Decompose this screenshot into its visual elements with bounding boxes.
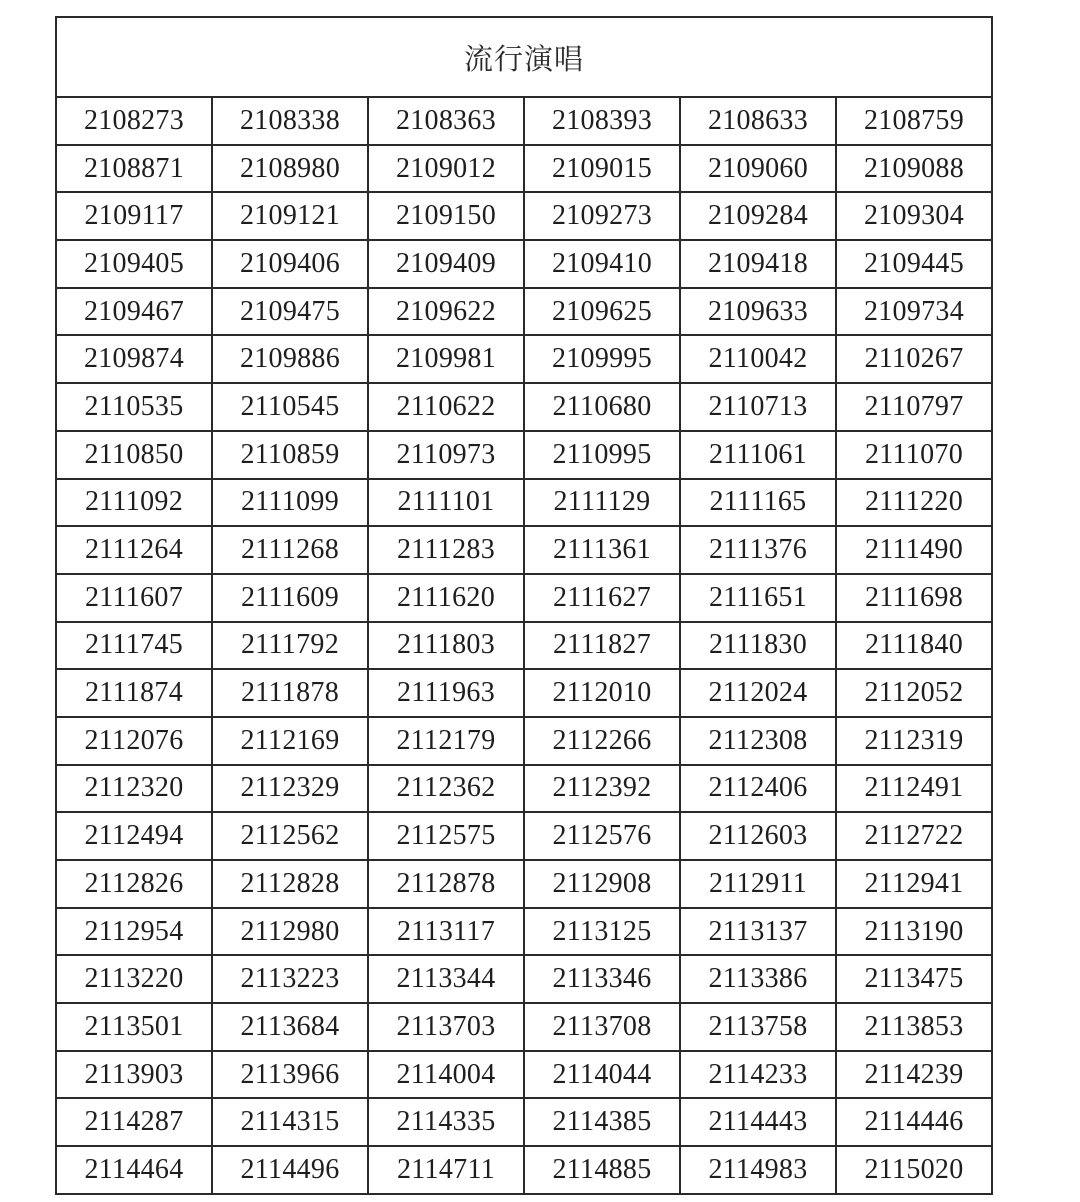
table-cell: 2112954: [56, 908, 212, 956]
table-cell: 2109405: [56, 240, 212, 288]
table-cell: 2111092: [56, 479, 212, 527]
table-row: [56, 192, 992, 240]
table-row: [56, 622, 992, 670]
table-cell: 2112603: [680, 812, 836, 860]
table-cell: 2111220: [836, 479, 992, 527]
table-cell: 2112908: [524, 860, 680, 908]
table-cell: 2108871: [56, 145, 212, 193]
table-cell: 2112266: [524, 717, 680, 765]
table-cell: 2111129: [524, 479, 680, 527]
table-cell: 2108393: [524, 97, 680, 145]
table-cell: 2111101: [368, 479, 524, 527]
table-cell: 2109121: [212, 192, 368, 240]
document-page: [55, 16, 993, 1195]
table-cell: 2111099: [212, 479, 368, 527]
table-cell: 2108273: [56, 97, 212, 145]
table-cell: 2109273: [524, 192, 680, 240]
table-cell: 2109060: [680, 145, 836, 193]
table-cell: 2112308: [680, 717, 836, 765]
table-cell: 2108633: [680, 97, 836, 145]
table-cell: 2112392: [524, 765, 680, 813]
table-cell: 2113501: [56, 1003, 212, 1051]
table-cell: 2109475: [212, 288, 368, 336]
table-cell: 2113966: [212, 1051, 368, 1099]
table-body: [56, 97, 992, 1194]
table-cell: 2114446: [836, 1098, 992, 1146]
table-cell: 2110545: [212, 383, 368, 431]
table-cell: 2111361: [524, 526, 680, 574]
table-cell: 2109410: [524, 240, 680, 288]
table-cell: 2112980: [212, 908, 368, 956]
table-cell: 2114983: [680, 1146, 836, 1194]
table-row: [56, 955, 992, 1003]
table-row: [56, 240, 992, 288]
table-cell: 2110713: [680, 383, 836, 431]
table-cell: 2112494: [56, 812, 212, 860]
table-cell: 2112320: [56, 765, 212, 813]
table-cell: 2110680: [524, 383, 680, 431]
table-cell: 2109150: [368, 192, 524, 240]
table-cell: 2110042: [680, 335, 836, 383]
table-cell: 2111607: [56, 574, 212, 622]
table-cell: 2112169: [212, 717, 368, 765]
table-cell: 2110859: [212, 431, 368, 479]
table-cell: 2110973: [368, 431, 524, 479]
table-cell: 2111490: [836, 526, 992, 574]
table-cell: 2111061: [680, 431, 836, 479]
table-cell: 2108363: [368, 97, 524, 145]
table-cell: 2112575: [368, 812, 524, 860]
table-cell: 2111651: [680, 574, 836, 622]
table-cell: 2111283: [368, 526, 524, 574]
table-cell: 2111264: [56, 526, 212, 574]
table-cell: 2115020: [836, 1146, 992, 1194]
table-cell: 2111840: [836, 622, 992, 670]
table-cell: 2111827: [524, 622, 680, 670]
table-cell: 2109995: [524, 335, 680, 383]
table-cell: 2114335: [368, 1098, 524, 1146]
table-cell: 2109088: [836, 145, 992, 193]
table-cell: 2110267: [836, 335, 992, 383]
table-cell: 2113117: [368, 908, 524, 956]
table-cell: 2113853: [836, 1003, 992, 1051]
table-cell: 2114885: [524, 1146, 680, 1194]
table-cell: 2111268: [212, 526, 368, 574]
table-cell: 2109622: [368, 288, 524, 336]
table-cell: 2111792: [212, 622, 368, 670]
table-cell: 2113220: [56, 955, 212, 1003]
table-cell: 2112024: [680, 669, 836, 717]
table-cell: 2112052: [836, 669, 992, 717]
table-cell: 2109625: [524, 288, 680, 336]
table-cell: 2114496: [212, 1146, 368, 1194]
table-cell: 2109633: [680, 288, 836, 336]
table-cell: 2113346: [524, 955, 680, 1003]
table-cell: 2109874: [56, 335, 212, 383]
table-cell: 2111376: [680, 526, 836, 574]
table-cell: 2113903: [56, 1051, 212, 1099]
table-cell: 2111165: [680, 479, 836, 527]
table-cell: 2109012: [368, 145, 524, 193]
table-row: [56, 860, 992, 908]
table-cell: 2113223: [212, 955, 368, 1003]
table-cell: 2109886: [212, 335, 368, 383]
table-cell: 2112576: [524, 812, 680, 860]
table-cell: 2114239: [836, 1051, 992, 1099]
table-cell: 2114315: [212, 1098, 368, 1146]
table-cell: 2113386: [680, 955, 836, 1003]
table-cell: 2110622: [368, 383, 524, 431]
table-cell: 2109117: [56, 192, 212, 240]
table-cell: 2112491: [836, 765, 992, 813]
table-row: [56, 431, 992, 479]
table-cell: 2109445: [836, 240, 992, 288]
table-cell: 2112362: [368, 765, 524, 813]
table-row: [56, 1146, 992, 1194]
table-row: [56, 1003, 992, 1051]
table-row: [56, 669, 992, 717]
table-row: [56, 288, 992, 336]
table-cell: 2109418: [680, 240, 836, 288]
table-cell: 2109304: [836, 192, 992, 240]
table-cell: 2112076: [56, 717, 212, 765]
table-cell: 2111745: [56, 622, 212, 670]
table-title: 流行演唱: [56, 17, 992, 97]
table-cell: 2111070: [836, 431, 992, 479]
table-cell: 2108980: [212, 145, 368, 193]
table-cell: 2109981: [368, 335, 524, 383]
table-row: [56, 908, 992, 956]
table-cell: 2114443: [680, 1098, 836, 1146]
table-cell: 2112722: [836, 812, 992, 860]
table-cell: 2113475: [836, 955, 992, 1003]
table-row: [56, 765, 992, 813]
table-row: [56, 526, 992, 574]
table-cell: 2108338: [212, 97, 368, 145]
table-cell: 2112562: [212, 812, 368, 860]
table-cell: 2113708: [524, 1003, 680, 1051]
table-cell: 2114464: [56, 1146, 212, 1194]
table-cell: 2113137: [680, 908, 836, 956]
table-row: [56, 812, 992, 860]
table-row: [56, 1051, 992, 1099]
table-cell: 2112826: [56, 860, 212, 908]
table-cell: 2111698: [836, 574, 992, 622]
table-cell: 2109015: [524, 145, 680, 193]
table-cell: 2112828: [212, 860, 368, 908]
table-cell: 2111878: [212, 669, 368, 717]
table-cell: 2109467: [56, 288, 212, 336]
table-row: [56, 145, 992, 193]
table-cell: 2112329: [212, 765, 368, 813]
table-cell: 2111620: [368, 574, 524, 622]
table-cell: 2110995: [524, 431, 680, 479]
table-cell: 2113190: [836, 908, 992, 956]
table-cell: 2114233: [680, 1051, 836, 1099]
table-cell: 2111803: [368, 622, 524, 670]
id-number-table: [55, 16, 993, 1195]
table-cell: 2112319: [836, 717, 992, 765]
table-cell: 2114711: [368, 1146, 524, 1194]
table-cell: 2110797: [836, 383, 992, 431]
table-cell: 2111874: [56, 669, 212, 717]
table-cell: 2109406: [212, 240, 368, 288]
table-cell: 2111963: [368, 669, 524, 717]
table-cell: 2112179: [368, 717, 524, 765]
table-cell: 2110850: [56, 431, 212, 479]
table-cell: 2111830: [680, 622, 836, 670]
table-cell: 2110535: [56, 383, 212, 431]
table-cell: 2114044: [524, 1051, 680, 1099]
table-cell: 2113703: [368, 1003, 524, 1051]
table-cell: 2113758: [680, 1003, 836, 1051]
table-cell: 2109734: [836, 288, 992, 336]
table-title-row: [56, 17, 992, 97]
table-row: [56, 97, 992, 145]
table-cell: 2112878: [368, 860, 524, 908]
table-row: [56, 383, 992, 431]
table-cell: 2112911: [680, 860, 836, 908]
table-cell: 2113344: [368, 955, 524, 1003]
table-row: [56, 574, 992, 622]
table-cell: 2113125: [524, 908, 680, 956]
table-cell: 2111627: [524, 574, 680, 622]
table-cell: 2114287: [56, 1098, 212, 1146]
table-row: [56, 335, 992, 383]
table-cell: 2108759: [836, 97, 992, 145]
table-cell: 2114004: [368, 1051, 524, 1099]
table-cell: 2109409: [368, 240, 524, 288]
table-cell: 2112406: [680, 765, 836, 813]
table-row: [56, 1098, 992, 1146]
table-cell: 2112941: [836, 860, 992, 908]
table-row: [56, 479, 992, 527]
table-cell: 2109284: [680, 192, 836, 240]
table-cell: 2112010: [524, 669, 680, 717]
table-cell: 2114385: [524, 1098, 680, 1146]
table-cell: 2111609: [212, 574, 368, 622]
table-row: [56, 717, 992, 765]
table-cell: 2113684: [212, 1003, 368, 1051]
